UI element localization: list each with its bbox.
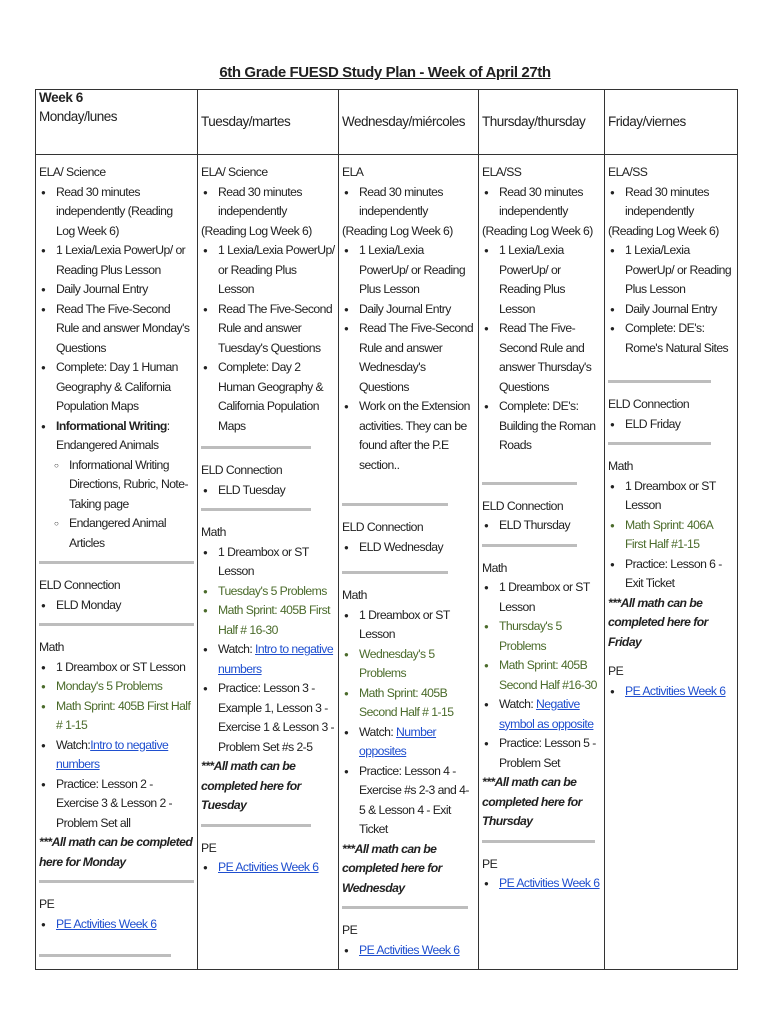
writing-topic: : Endangered Animals [56,418,170,452]
divider [342,571,448,574]
pe-activities-link[interactable]: PE Activities Week 6 [218,860,319,874]
list-item: ● Read 30 minutes independently [625,183,734,222]
divider [39,954,171,957]
list-item: ○ Endangered Animal Articles [69,514,194,553]
divider [608,380,711,383]
cell-wednesday [339,155,479,970]
watch-label: Watch: [499,697,537,711]
ela-list [608,183,734,222]
writing-label: Informational Writing [56,418,167,433]
ela-list [342,183,475,222]
ela-list [39,183,194,456]
writing-sublist [39,456,194,554]
header-friday [605,90,738,155]
section-heading-pe: PE [342,923,358,937]
list-item: ● ELD Friday [625,415,734,435]
divider [342,906,468,909]
watch-label: Watch: [218,642,256,656]
divider [482,840,595,843]
list-item[interactable]: ● Math Sprint: 405B First Half # 16-30 [218,601,335,640]
divider [39,561,194,564]
math-note: ***All math can be completed here for Thursday [482,775,582,828]
week-label: Week 6 [39,90,83,105]
list-item: ● Complete: Day 2 Human Geography & California Population Maps [218,358,335,436]
day-label-wednesday: Wednesday/miércoles [342,114,466,129]
cell-monday [36,155,198,970]
list-item[interactable]: ● Tuesday's 5 Problems [218,582,335,602]
eld-list [201,481,335,501]
list-item: ● Work on the Extension activities. They can be found after the P.E section.. [359,397,475,475]
section-heading-math: Math [39,640,64,654]
list-item: ● 1 Lexia/Lexia PowerUp/ or Reading Plus Lesson [218,241,335,300]
ela-list [342,241,475,475]
divider [482,482,577,485]
math-note: ***All math can be completed here for Tuesday [201,759,301,812]
list-item: ● 1 Dreambox or ST Lesson [499,578,601,617]
section-heading-ela: ELA/ Science [39,165,106,179]
list-item [359,941,475,961]
reading-log-note: (Reading Log Week 6) [342,223,453,238]
list-item: ● 1 Lexia/Lexia PowerUp/ or Reading Plus Lesson [625,241,734,300]
header-monday [36,90,198,155]
divider [201,824,311,827]
math-note: ***All math can be completed here for Monday [39,835,193,869]
reading-log-note: (Reading Log Week 6) [201,223,312,238]
video-link[interactable]: Negative symbol as opposite [499,697,594,731]
list-item[interactable]: ● Math Sprint: 405B First Half # 1-15 [56,697,194,736]
math-list [39,658,194,834]
list-item: ● ELD Wednesday [359,538,475,558]
section-heading-math: Math [608,459,633,473]
study-plan-table [35,89,738,970]
list-item: ● ELD Thursday [499,516,601,536]
divider [39,623,194,626]
divider [201,446,311,449]
list-item: ● Complete: DE's: Building the Roman Roads [499,397,601,456]
list-item: ● Daily Journal Entry [359,300,475,320]
pe-list [342,941,475,961]
list-item [56,915,194,935]
pe-list [608,682,734,702]
list-item: ● Practice: Lesson 5 - Problem Set [499,734,601,773]
list-item[interactable]: ● Math Sprint: 405B Second Half # 1-15 [359,684,475,723]
spacer [608,652,734,662]
pe-activities-link[interactable]: PE Activities Week 6 [56,916,157,931]
video-link[interactable]: Number opposites [359,724,437,758]
section-heading-ela: ELA [342,165,364,179]
eld-list [39,596,194,616]
cell-tuesday [198,155,339,970]
math-list [342,606,475,840]
watch-label: Watch: [359,724,397,739]
list-item [625,682,734,702]
list-item: ○ Informational Writing Directions, Rubric, Note-Taking page [69,456,194,515]
section-heading-math: Math [201,525,226,539]
divider [39,880,194,883]
watch-label: Watch: [56,737,91,752]
list-item: ● Read The Five-Second Rule and answer Thursday's Questions [499,319,601,397]
math-list [482,578,601,773]
list-item: ● Read The Five-Second Rule and answer Monday's Questions [56,300,194,359]
section-heading-eld: ELD Connection [342,520,424,534]
list-item [56,417,194,456]
list-item: ● 1 Dreambox or ST Lesson [56,658,194,678]
ela-list [482,241,601,456]
divider [342,503,448,506]
day-label-friday: Friday/viernes [608,114,686,129]
ela-list [608,241,734,358]
list-item [499,874,601,894]
list-item: ● Complete: Day 1 Human Geography & California Population Maps [56,358,194,417]
list-item: ● Complete: DE's: Rome's Natural Sites [625,319,734,358]
math-list [608,477,734,594]
section-heading-eld: ELD Connection [201,463,283,477]
list-item: ● Read 30 minutes independently [359,183,475,222]
list-item: ● Practice: Lesson 6 - Exit Ticket [625,555,734,594]
eld-list [342,538,475,558]
divider [482,544,577,547]
header-thursday [479,90,605,155]
section-heading-pe: PE [201,840,217,855]
list-item[interactable]: ● Math Sprint: 406A First Half #1-15 [625,516,734,555]
cell-thursday [479,155,605,970]
list-item: ● Daily Journal Entry [625,300,734,320]
header-wednesday [339,90,479,155]
list-item: ● 1 Lexia/Lexia PowerUp/ or Reading Plus Lesson [359,241,475,300]
day-label-monday: Monday/lunes [39,109,118,124]
list-item[interactable]: ● Wednesday's 5 Problems [359,645,475,684]
reading-log-note: (Reading Log Week 6) [482,223,593,238]
list-item: ● Read The Five-Second Rule and answer Tuesday's Questions [218,300,335,359]
list-item: ● ELD Tuesday [218,481,335,501]
list-item[interactable]: ● Monday's 5 Problems [56,677,194,697]
section-heading-eld: ELD Connection [482,498,564,513]
eld-list [482,516,601,536]
page-title: 6th Grade FUESD Study Plan - Week of April 27th [219,64,551,81]
eld-list [608,415,734,435]
cell-friday [605,155,738,970]
list-item: ● 1 Dreambox or ST Lesson [218,543,335,582]
section-heading-eld: ELD Connection [608,397,690,411]
list-item: ● 1 Lexia/Lexia PowerUp/ or Reading Plus Lesson [56,241,194,280]
pe-list [201,858,335,878]
section-heading-ela: ELA/SS [608,165,648,179]
content-row [36,155,738,970]
list-item: ● Read 30 minutes independently (Reading Log Week 6) [56,183,194,242]
list-item: ● 1 Dreambox or ST Lesson [359,606,475,645]
pe-list [482,874,601,894]
section-heading-eld: ELD Connection [39,578,121,592]
divider [608,442,711,445]
header-tuesday [198,90,339,155]
list-item [499,695,601,734]
video-link[interactable]: Intro to negative numbers [56,737,169,771]
list-item: ● Read The Five-Second Rule and answer Wednesday's Questions [359,319,475,397]
ela-list [201,183,335,222]
section-heading-ela: ELA/ Science [201,165,268,179]
day-label-thursday: Thursday/thursday [482,114,586,129]
section-heading-pe: PE [608,664,624,678]
math-note: ***All math can be completed here for Friday [608,595,708,649]
list-item: ● 1 Dreambox or ST Lesson [625,477,734,516]
list-item: ● Practice: Lesson 4 - Exercise #s 2-3 and 4-5 & Lesson 4 - Exit Ticket [359,762,475,840]
section-heading-pe: PE [39,897,55,911]
divider [201,508,311,511]
list-item: ● Read 30 minutes independently [218,183,335,222]
list-item: ● ELD Monday [56,596,194,616]
math-list [201,543,335,758]
reading-log-note: (Reading Log Week 6) [608,223,719,238]
video-link[interactable]: Intro to negative numbers [218,642,334,676]
day-label-tuesday: Tuesday/martes [201,114,291,129]
list-item [359,723,475,762]
section-heading-ela: ELA/SS [482,165,522,179]
list-item [218,858,335,878]
list-item: ● Practice: Lesson 3 - Example 1, Lesson 3 - Exercise 1 & Lesson 3 - Problem Set #s 2-5 [218,679,335,757]
list-item[interactable]: ● Thursday's 5 Problems [499,617,601,656]
section-heading-math: Math [482,560,507,575]
ela-list [201,241,335,436]
header-row [36,90,738,155]
list-item [56,736,194,775]
list-item: ● Practice: Lesson 2 - Exercise 3 & Lesson 2 - Problem Set all [56,775,194,834]
section-heading-math: Math [342,588,367,602]
pe-activities-link[interactable]: PE Activities Week 6 [499,876,600,890]
list-item[interactable]: ● Math Sprint: 405B Second Half #16-30 [499,656,601,695]
section-heading-pe: PE [482,856,498,871]
pe-activities-link[interactable]: PE Activities Week 6 [359,942,460,957]
math-note: ***All math can be completed here for Wednesday [342,841,442,895]
ela-list [482,183,601,222]
list-item: ● 1 Lexia/Lexia PowerUp/ or Reading Plus Lesson [499,241,601,319]
pe-activities-link[interactable]: PE Activities Week 6 [625,683,726,698]
pe-list [39,915,194,935]
list-item [218,640,335,679]
list-item: ● Read 30 minutes independently [499,183,601,222]
list-item: ● Daily Journal Entry [56,280,194,300]
